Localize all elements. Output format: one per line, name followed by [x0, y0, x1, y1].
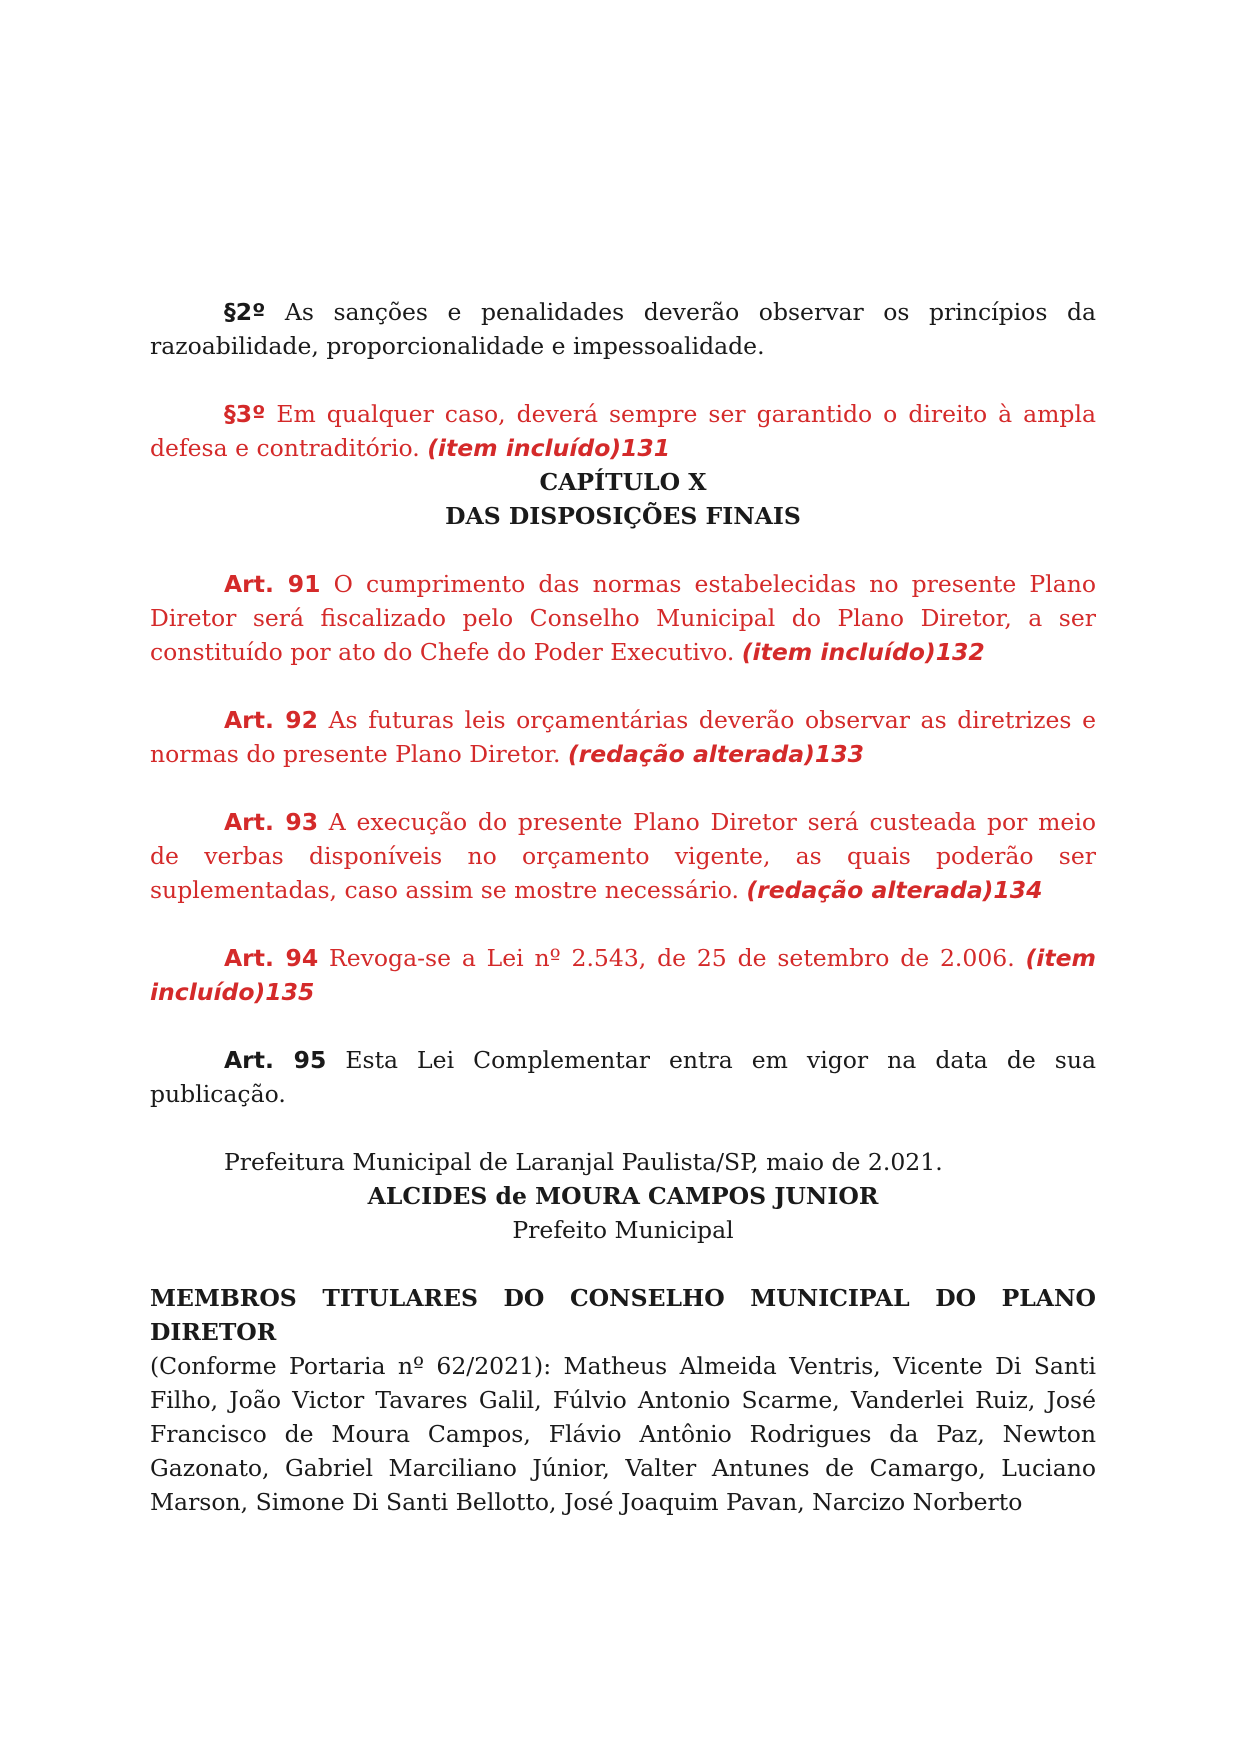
article-93-text: A execução do presente Plano Diretor será custeada por meio de verbas disponíveis no orçamento vigente, as quais poderão ser suplementadas, caso assim se mostre necessário.: [150, 808, 1096, 904]
article-91: [150, 567, 1096, 669]
article-94-note: (item incluído)135: [150, 944, 1097, 1006]
article-93-label: Art. 93: [224, 808, 319, 836]
article-95: [150, 1043, 1096, 1111]
article-94: [150, 941, 1096, 1009]
article-92: [150, 703, 1096, 771]
paragraph-3: [150, 397, 1096, 465]
article-93-note: (redação alterada)134: [746, 876, 1043, 904]
article-95-label: Art. 95: [224, 1046, 327, 1074]
article-95-text: Esta Lei Complementar entra em vigor na data de sua publicação.: [150, 1046, 1096, 1108]
paragraph-2-label: §2º: [224, 298, 266, 326]
signature-role: Prefeito Municipal: [512, 1216, 734, 1244]
article-92-label: Art. 92: [224, 706, 318, 734]
article-94-label: Art. 94: [224, 944, 319, 972]
article-92-text: As futuras leis orçamentárias deverão observar as diretrizes e normas do presente Plano Diretor.: [150, 706, 1096, 768]
paragraph-2-text: As sanções e penalidades deverão observar os princípios da razoabilidade, proporcionalidade e impessoalidade.: [150, 298, 1096, 360]
article-91-text: O cumprimento das normas estabelecidas no presente Plano Diretor será fiscalizado pelo Conselho Municipal do Plano Diretor, a ser constituído por ato do Chefe do Poder Executivo.: [150, 570, 1096, 666]
article-92-note: (redação alterada)133: [567, 740, 864, 768]
signature-name: ALCIDES de MOURA CAMPOS JUNIOR: [367, 1182, 879, 1210]
paragraph-3-note: (item incluído)131: [427, 434, 671, 462]
chapter-number: CAPÍTULO X: [539, 468, 707, 496]
paragraph-3-text: Em qualquer caso, deverá sempre ser garantido o direito à ampla defesa e contraditório.: [150, 400, 1096, 462]
closing-line: Prefeitura Municipal de Laranjal Paulista/SP, maio de 2.021.: [224, 1148, 943, 1176]
paragraph-2: [150, 295, 1096, 363]
article-94-text: Revoga-se a Lei nº 2.543, de 25 de setembro de 2.006.: [318, 944, 1026, 972]
article-91-label: Art. 91: [224, 570, 321, 598]
article-93: [150, 805, 1096, 907]
members-list: (Conforme Portaria nº 62/2021): Matheus Almeida Ventris, Vicente Di Santi Filho, João Victor Tavares Galil, Fúlvio Antonio Scarme, Vanderlei Ruiz, José Francisco de Moura Campos, Flávio Antônio Rodrigues da Paz, Newton Gazonato, Gabriel Marciliano Júnior, Valter Antunes de Camargo, Luciano Marson, Simone Di Santi Bellotto, José Joaquim Pavan, Narcizo Norberto: [150, 1352, 1096, 1516]
chapter-title: DAS DISPOSIÇÕES FINAIS: [445, 502, 801, 530]
members-heading: MEMBROS TITULARES DO CONSELHO MUNICIPAL DO PLANO DIRETOR: [150, 1284, 1096, 1346]
paragraph-3-label: §3º: [224, 400, 266, 428]
document-body: [150, 295, 1096, 1519]
article-91-note: (item incluído)132: [741, 638, 985, 666]
